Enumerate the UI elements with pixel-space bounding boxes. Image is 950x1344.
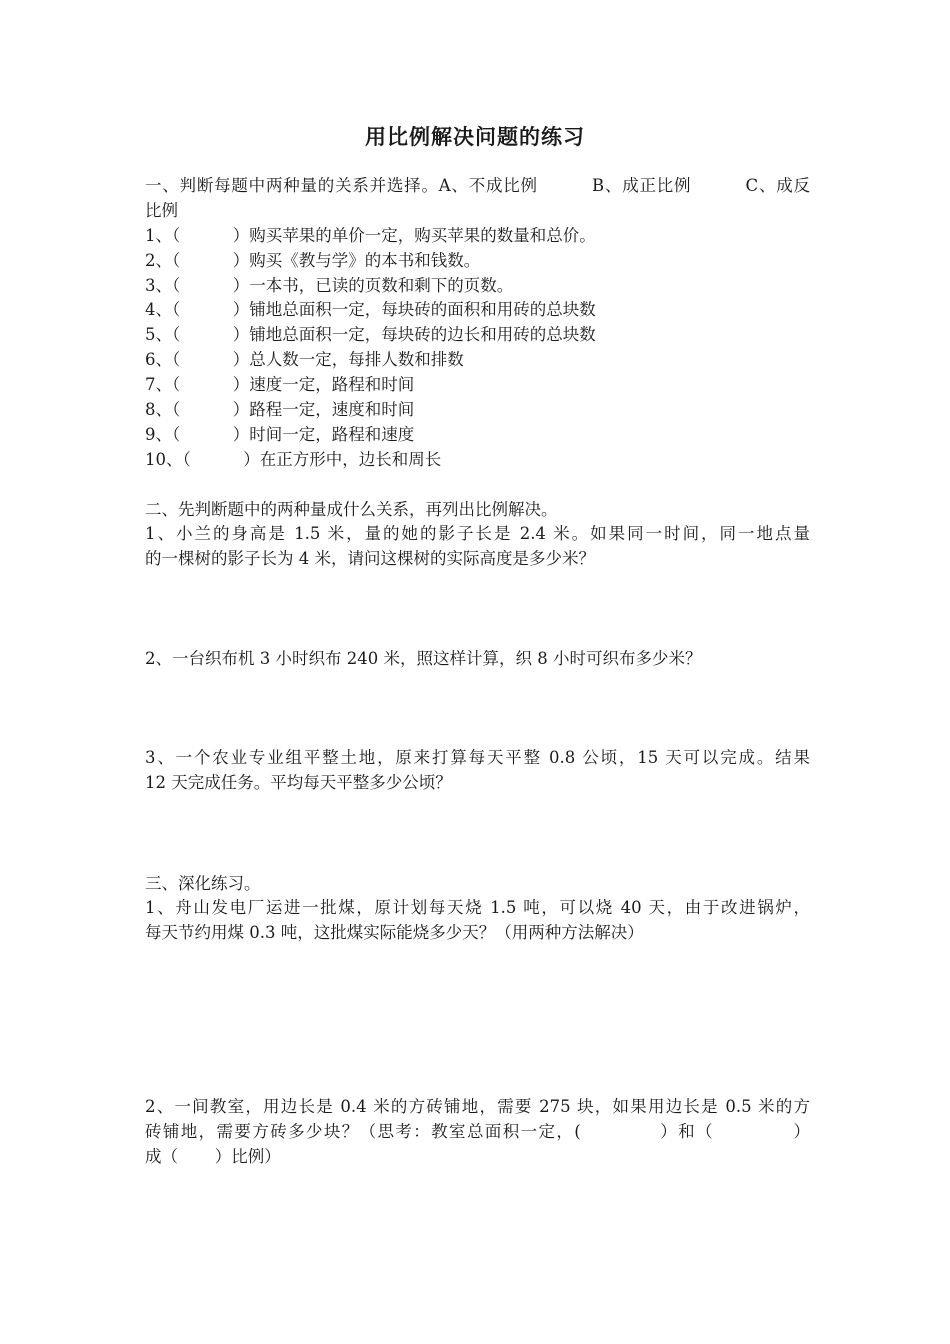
section1-heading: 一、判断每题中两种量的关系并选择。A、不成比例 B、成正比例 C、成反 <box>145 176 810 195</box>
section3-question-2-end: 成（ ）比例） <box>145 1147 281 1166</box>
section2-question-1-cont: 的一棵树的影子长为 4 米，请问这棵树的实际高度是多少米？ <box>145 549 595 568</box>
section3-heading: 三、深化练习。 <box>145 874 261 893</box>
judge-item: 5、（ ）铺地总面积一定，每块砖的边长和用砖的总块数 <box>145 325 596 344</box>
section2-question-3: 3、一个农业专业组平整土地，原来打算每天平整 0.8 公顷，15 天可以完成。结果 <box>145 748 810 767</box>
judge-item: 4、（ ）铺地总面积一定，每块砖的面积和用砖的总块数 <box>145 300 596 319</box>
judge-item: 2、（ ）购买《教与学》的本书和钱数。 <box>145 251 481 270</box>
section2-question-1: 1、小兰的身高是 1.5 米，量的她的影子长是 2.4 米。如果同一时间，同一地点量 <box>145 524 810 543</box>
section3-question-2-cont: 砖铺地，需要方砖多少块？（思考：教室总面积一定，( ）和（ ） <box>145 1122 810 1141</box>
judge-item: 3、（ ）一本书，已读的页数和剩下的页数。 <box>145 276 514 295</box>
section2-heading: 二、先判断题中的两种量成什么关系，再列出比例解决。 <box>145 500 558 519</box>
section3-question-1-cont: 每天节约用煤 0.3 吨，这批煤实际能烧多少天？（用两种方法解决） <box>145 923 644 942</box>
judge-item: 10、（ ）在正方形中，边长和周长 <box>145 450 442 469</box>
judge-item: 8、（ ）路程一定，速度和时间 <box>145 400 415 419</box>
section1-heading-cont: 比例 <box>145 201 178 220</box>
section2-question-2: 2、一台织布机 3 小时织布 240 米，照这样计算，织 8 小时可织布多少米？ <box>145 649 702 668</box>
judge-item: 1、（ ）购买苹果的单价一定，购买苹果的数量和总价。 <box>145 226 596 245</box>
judge-item: 6、（ ）总人数一定，每排人数和排数 <box>145 350 464 369</box>
judge-item: 7、（ ）速度一定，路程和时间 <box>145 375 415 394</box>
page-title: 用比例解决问题的练习 <box>365 125 585 149</box>
section2-question-3-cont: 12 天完成任务。平均每天平整多少公顷？ <box>145 773 452 792</box>
section3-question-2: 2、一间教室，用边长是 0.4 米的方砖铺地，需要 275 块，如果用边长是 0.5 米的方 <box>145 1097 810 1116</box>
section3-question-1: 1、舟山发电厂运进一批煤，原计划每天烧 1.5 吨，可以烧 40 天，由于改进锅炉， <box>145 898 810 917</box>
judge-item: 9、（ ）时间一定，路程和速度 <box>145 425 415 444</box>
